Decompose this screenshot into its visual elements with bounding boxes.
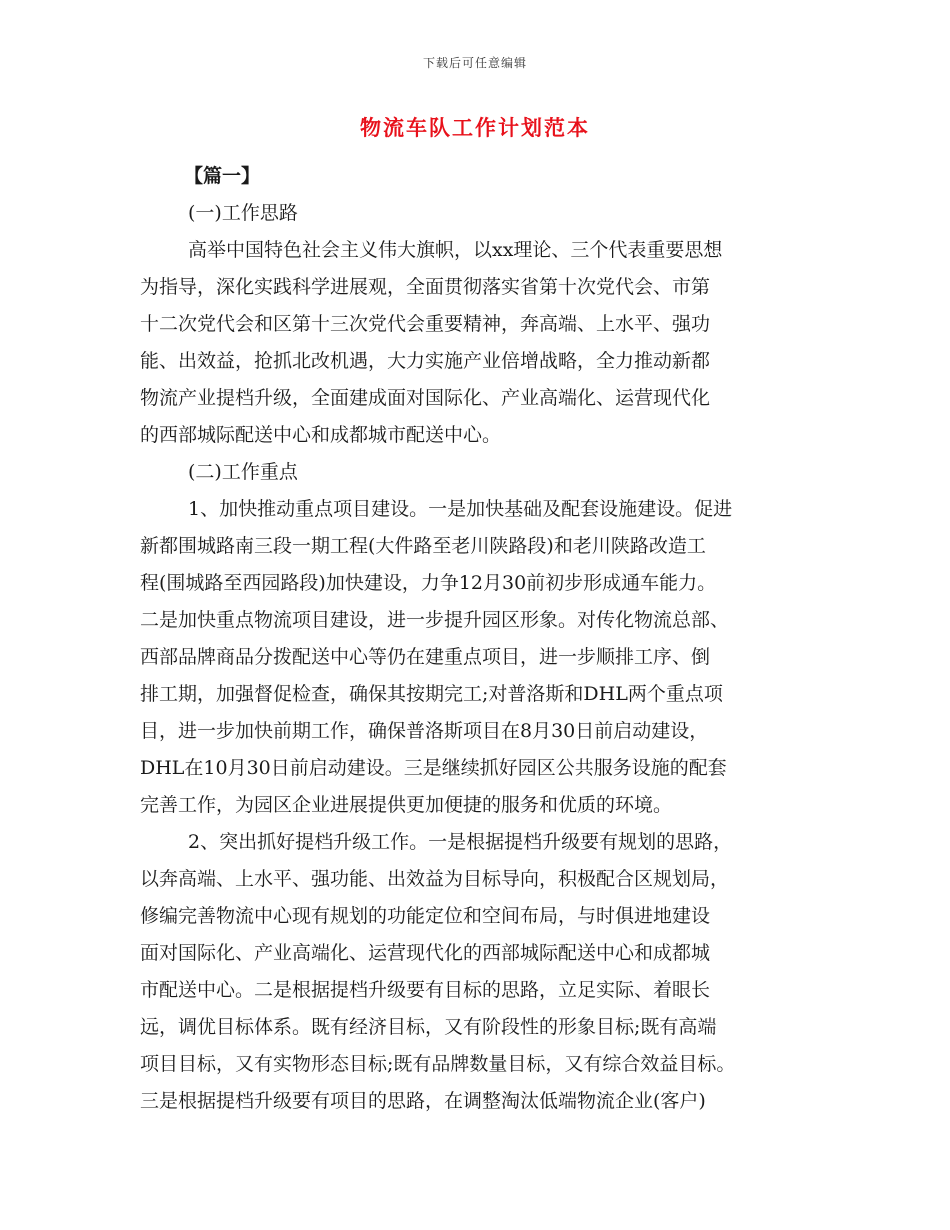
paragraph-line: 三是根据提档升级要有项目的思路，在调整淘汰低端物流企业(客户) (140, 1090, 706, 1112)
section-label: 【篇一】 (184, 165, 261, 187)
paragraph-line: 1、加快推动重点项目建设。一是加快基础及配套设施建设。促进 (188, 498, 733, 520)
paragraph-line: 高举中国特色社会主义伟大旗帜，以xx理论、三个代表重要思想 (188, 239, 723, 261)
paragraph-line: 远，调优目标体系。既有经济目标，又有阶段性的形象目标;既有高端 (140, 1016, 717, 1038)
paragraph-line: DHL在10月30日前启动建设。三是继续抓好园区公共服务设施的配套 (140, 757, 727, 779)
document-title: 物流车队工作计划范本 (360, 115, 590, 140)
paragraph-line: 二是加快重点物流项目建设，进一步提升园区形象。对传化物流总部、 (140, 609, 730, 631)
paragraph-line: 为指导，深化实践科学进展观，全面贯彻落实省第十次党代会、市第 (140, 276, 711, 298)
paragraph-line: 物流产业提档升级，全面建成面对国际化、产业高端化、运营现代化 (140, 387, 711, 409)
paragraph-line: 能、出效益，抢抓北改机遇，大力实施产业倍增战略，全力推动新都 (140, 350, 711, 372)
paragraph-line: 项目目标，又有实物形态目标;既有品牌数量目标，又有综合效益目标。 (140, 1053, 736, 1075)
document-body (140, 158, 820, 1120)
paragraph-line: 新都围城路南三段一期工程(大件路至老川陕路段)和老川陕路改造工 (140, 535, 706, 557)
paragraph-line: 完善工作，为园区企业进展提供更加便捷的服务和优质的环境。 (140, 794, 673, 816)
paragraph-line: 十二次党代会和区第十三次党代会重要精神，奔高端、上水平、强功 (140, 313, 711, 335)
paragraph-line: 市配送中心。二是根据提档升级要有目标的思路，立足实际、着眼长 (140, 979, 711, 1001)
paragraph-line: 西部品牌商品分拨配送中心等仍在建重点项目，进一步顺排工序、倒 (140, 646, 711, 668)
paragraph-line: 目，进一步加快前期工作，确保普洛斯项目在8月30日前启动建设， (140, 720, 709, 742)
paragraph-line: 面对国际化、产业高端化、运营现代化的西部城际配送中心和成都城 (140, 942, 711, 964)
paragraph-line: 以奔高端、上水平、强功能、出效益为目标导向，积极配合区规划局， (140, 868, 730, 890)
paragraph-line: 2、突出抓好提档升级工作。一是根据提档升级要有规划的思路， (188, 831, 733, 853)
header-note: 下载后可任意编辑 (422, 56, 527, 70)
subheading-work-ideas: (一)工作思路 (188, 202, 298, 224)
paragraph-line: 程(围城路至西园路段)加快建设，力争12月30前初步形成通车能力。 (140, 572, 717, 594)
subheading-work-focus: (二)工作重点 (188, 461, 298, 483)
paragraph-line: 的西部城际配送中心和成都城市配送中心。 (140, 424, 502, 446)
paragraph-line: 修编完善物流中心现有规划的功能定位和空间布局，与时俱进地建设 (140, 905, 711, 927)
paragraph-line: 排工期，加强督促检查，确保其按期完工;对普洛斯和DHL两个重点项 (140, 683, 723, 705)
